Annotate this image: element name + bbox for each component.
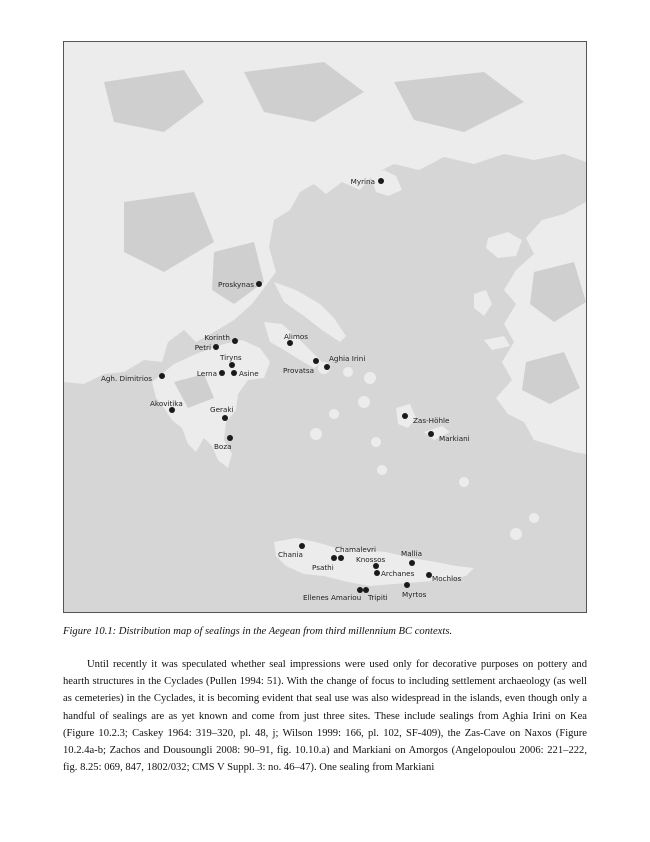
site-marker — [409, 560, 415, 566]
site-label: Asine — [239, 369, 259, 378]
site-label: Alimos — [284, 332, 309, 341]
island-paros — [358, 396, 370, 408]
site-label: Tiryns — [220, 353, 242, 362]
site-label: Provatsa — [282, 366, 314, 375]
site-mochlos — [426, 572, 462, 583]
site-label: Archanes — [381, 569, 415, 578]
island-sifnos — [329, 409, 339, 419]
island-thera — [377, 465, 387, 475]
site-label: Lerna — [196, 369, 217, 378]
site-marker — [378, 178, 384, 184]
site-label: Boza — [214, 442, 232, 451]
site-label: Chamalevri — [335, 545, 377, 554]
island-kasos — [529, 513, 539, 523]
site-label: Mochlos — [432, 574, 462, 583]
site-label: Chania — [278, 550, 303, 559]
site-label: Korinth — [204, 333, 230, 342]
site-label: Myrina — [350, 177, 375, 186]
site-label: Knossos — [356, 555, 386, 564]
site-label: Akovitika — [150, 399, 183, 408]
site-marker — [219, 370, 225, 376]
site-label: Markiani — [439, 434, 470, 443]
site-label: Psathi — [312, 563, 334, 572]
site-label: Mallia — [401, 549, 423, 558]
site-marker — [331, 555, 337, 561]
island-syros — [343, 367, 353, 377]
site-marker — [231, 370, 237, 376]
site-marker — [428, 431, 434, 437]
site-label: Zas-Höhle — [413, 416, 450, 425]
site-marker — [404, 582, 410, 588]
site-marker — [232, 338, 238, 344]
site-marker — [313, 358, 319, 364]
map-svg — [64, 42, 586, 612]
distribution-map — [63, 41, 587, 613]
site-psathi — [312, 563, 334, 572]
island-astypalaia — [459, 477, 469, 487]
body-paragraph: Until recently it was speculated whether seal impressions were used only for decorative purposes on pottery and hearth structures in the Cyclades (Pullen 1994: 51). With the change of focus to including settlement archaeology (as well as cemeteries) in the Cyclades, it is becoming evident that seal use was also widespread in the islands, even though only a handful of sealings are as yet known and come from just three sites. These include sealings from Aghia Irini on Kea (Figure 10.2.3; Caskey 1964: 319–320, pl. 48, j; Wilson 1999: 166, pl. 102, SF-409), the Zas-Cave on Naxos (Figure 10.2.4a-b; Zachos and Dousoungli 2008: 90–91, fig. 10.10.a) and Markiani on Amorgos (Angelopoulou 2006: 221–222, fig. 8.25: 069, 847, 1802/032; CMS V Suppl. 3: no. 46–47). One sealing from Markiani — [63, 659, 587, 774]
site-label: Ellenes Amariou — [303, 593, 362, 602]
site-label: Agh. Dimitrios — [100, 374, 152, 383]
site-marker — [299, 543, 305, 549]
site-label: Tripiti — [368, 593, 388, 602]
site-marker — [159, 373, 165, 379]
site-marker — [213, 344, 219, 350]
island-ios — [371, 437, 381, 447]
site-marker — [338, 555, 344, 561]
site-marker — [227, 435, 233, 441]
site-marker — [256, 281, 262, 287]
island-karpathos — [510, 528, 522, 540]
site-marker — [374, 570, 380, 576]
site-archanes — [374, 569, 415, 578]
figure-caption: Figure 10.1: Distribution map of sealings in the Aegean from third millennium BC contexts. — [63, 626, 453, 637]
site-label: Geraki — [210, 405, 234, 414]
site-marker — [324, 364, 330, 370]
site-label: Proskynas — [217, 280, 254, 289]
site-label: Aghia Irini — [329, 354, 366, 363]
site-marker — [222, 415, 228, 421]
island-tinos — [364, 372, 376, 384]
site-marker — [229, 362, 235, 368]
site-marker — [402, 413, 408, 419]
island-milos — [310, 428, 322, 440]
site-label: Myrtos — [402, 590, 427, 599]
site-label: Petri — [194, 343, 211, 352]
